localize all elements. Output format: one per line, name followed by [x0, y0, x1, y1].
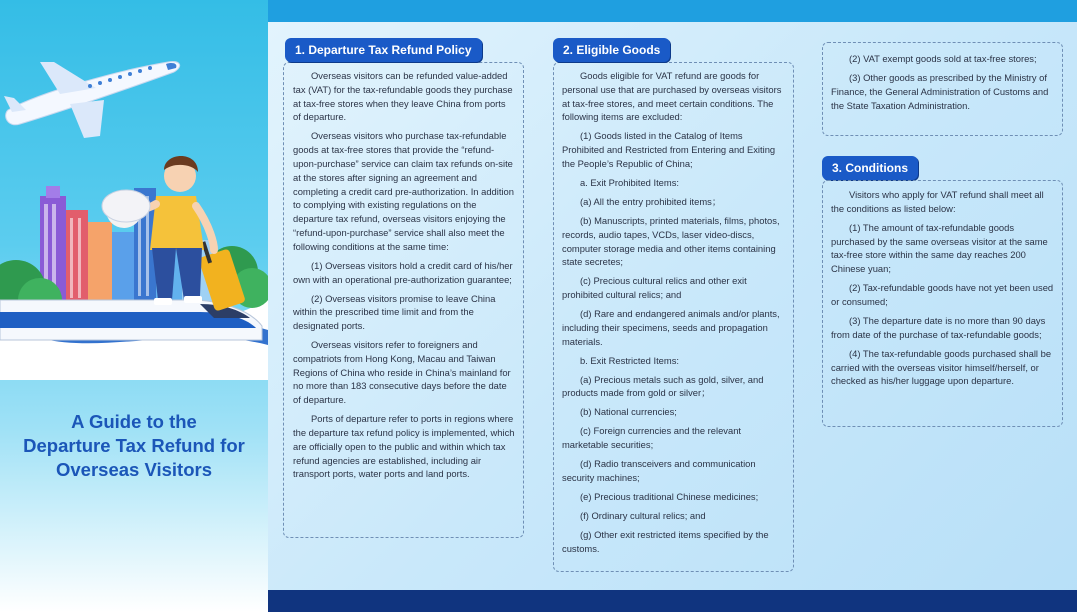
- guide-title: [8, 410, 260, 482]
- goods-paragraph: (e) Precious traditional Chinese medicines;: [580, 490, 759, 502]
- top-band: [268, 0, 1077, 22]
- goods-paragraph: (b) National currencies;: [580, 406, 677, 418]
- goods-heading: 2. Eligible Goods: [553, 38, 670, 62]
- policy-body: [293, 69, 515, 486]
- goods-paragraph: (b) Manuscripts, printed materials, films, photos, records, audio tapes, VCDs, laser video-discs, computer storage media and other items containing state secretes;: [562, 214, 780, 268]
- goods-paragraph: (a) All the entry prohibited items；: [580, 195, 722, 207]
- policy-paragraph: Overseas visitors who purchase tax-refundable goods at tax-free stores that provide the “refund-upon-purchase” service can claim tax refunds on-site at the stores after signing an agreement and completing a credit card pre-authorization. In addition to complying with existing regulations on the departure tax refund, overseas visitors enjoying the “refund-upon-purchase” service shall also meet the following conditions at the same time:: [293, 130, 514, 252]
- goods-paragraph: (a) Precious metals such as gold, silver, and products made from gold or silver；: [562, 373, 764, 399]
- policy-paragraph: Overseas visitors refer to foreigners and compatriots from Hong Kong, Macau and Taiwan Regions of China who reside in China’s mainland for no more than 183 consecutive days before the date of departure.: [293, 339, 511, 406]
- guide-title-line-2: Departure Tax Refund for: [23, 435, 245, 456]
- goods-paragraph: Goods eligible for VAT refund are goods for personal use that are purchased by overseas visitors at tax-free stores, and meet certain conditions. The following items are excluded:: [562, 70, 782, 123]
- conditions-paragraph: (1) The amount of tax-refundable goods purchased by the same overseas visitor at the same tax-free store within the same day reaches 200 Chinese yuan;: [831, 221, 1048, 275]
- conditions-paragraph: (4) The tax-refundable goods purchased shall be carried with the overseas visitor himself/herself, or checked as his/her luggage upon departure.: [831, 347, 1052, 387]
- goods-paragraph: (c) Precious cultural relics and other exit prohibited cultural relics; and: [562, 275, 747, 301]
- policy-paragraph: (1) Overseas visitors hold a credit card of his/her own with an operational pre-authorization guarantee;: [293, 259, 513, 285]
- goods-paragraph: (g) Other exit restricted items specified by the customs.: [562, 528, 769, 554]
- conditions-paragraph: (2) Tax-refundable goods have not yet been used or consumed;: [831, 282, 1054, 307]
- cover-panel: [0, 0, 268, 612]
- goods-continued-paragraph: (2) VAT exempt goods sold at tax-free stores;: [849, 53, 1037, 64]
- conditions-body: [831, 188, 1056, 393]
- policy-paragraph: (2) Overseas visitors promise to leave China within the prescribed time limit and from the designated ports.: [293, 292, 496, 332]
- goods-paragraph: (1) Goods listed in the Catalog of Items Prohibited and Restricted from Entering and Exiting the People’s Republic of China;: [562, 130, 776, 169]
- goods-body: [562, 69, 786, 561]
- policy-heading: 1. Departure Tax Refund Policy: [285, 38, 482, 62]
- policy-paragraph: Ports of departure refer to ports in regions where the departure tax refund policy is implemented, which are officially open to the public and within which tax refund agencies are established, including air transport ports, water ports and land ports.: [293, 413, 515, 480]
- goods-paragraph: b. Exit Restricted Items:: [580, 354, 679, 366]
- goods-paragraph: (d) Rare and endangered animals and/or plants, including their specimens, seeds and propagation materials.: [562, 308, 780, 347]
- goods-paragraph: a. Exit Prohibited Items:: [580, 176, 680, 188]
- cover-illustration: [0, 0, 268, 380]
- policy-paragraph: Overseas visitors can be refunded value-added tax (VAT) for the tax-refundable goods they purchase at tax-free stores when they leave China from ports of departure.: [293, 70, 513, 123]
- bottom-band: [268, 590, 1077, 612]
- guide-title-line-3: Overseas Visitors: [56, 459, 212, 480]
- goods-continued-body: [831, 52, 1056, 118]
- guide-title-line-1: A Guide to the: [71, 411, 197, 432]
- goods-paragraph: (c) Foreign currencies and the relevant marketable securities;: [562, 425, 742, 451]
- conditions-paragraph: (3) The departure date is no more than 90 days from date of the purchase of tax-refundable goods;: [831, 314, 1046, 340]
- conditions-heading: 3. Conditions: [822, 156, 918, 180]
- airplane-icon: [4, 62, 180, 138]
- goods-continued-paragraph: (3) Other goods as prescribed by the Ministry of Finance, the General Administration of Customs and the State Taxation Administration.: [831, 71, 1049, 111]
- goods-paragraph: (d) Radio transceivers and communication security machines;: [562, 458, 756, 483]
- goods-paragraph: (f) Ordinary cultural relics; and: [580, 509, 706, 521]
- conditions-paragraph: Visitors who apply for VAT refund shall meet all the conditions as listed below:: [831, 189, 1044, 214]
